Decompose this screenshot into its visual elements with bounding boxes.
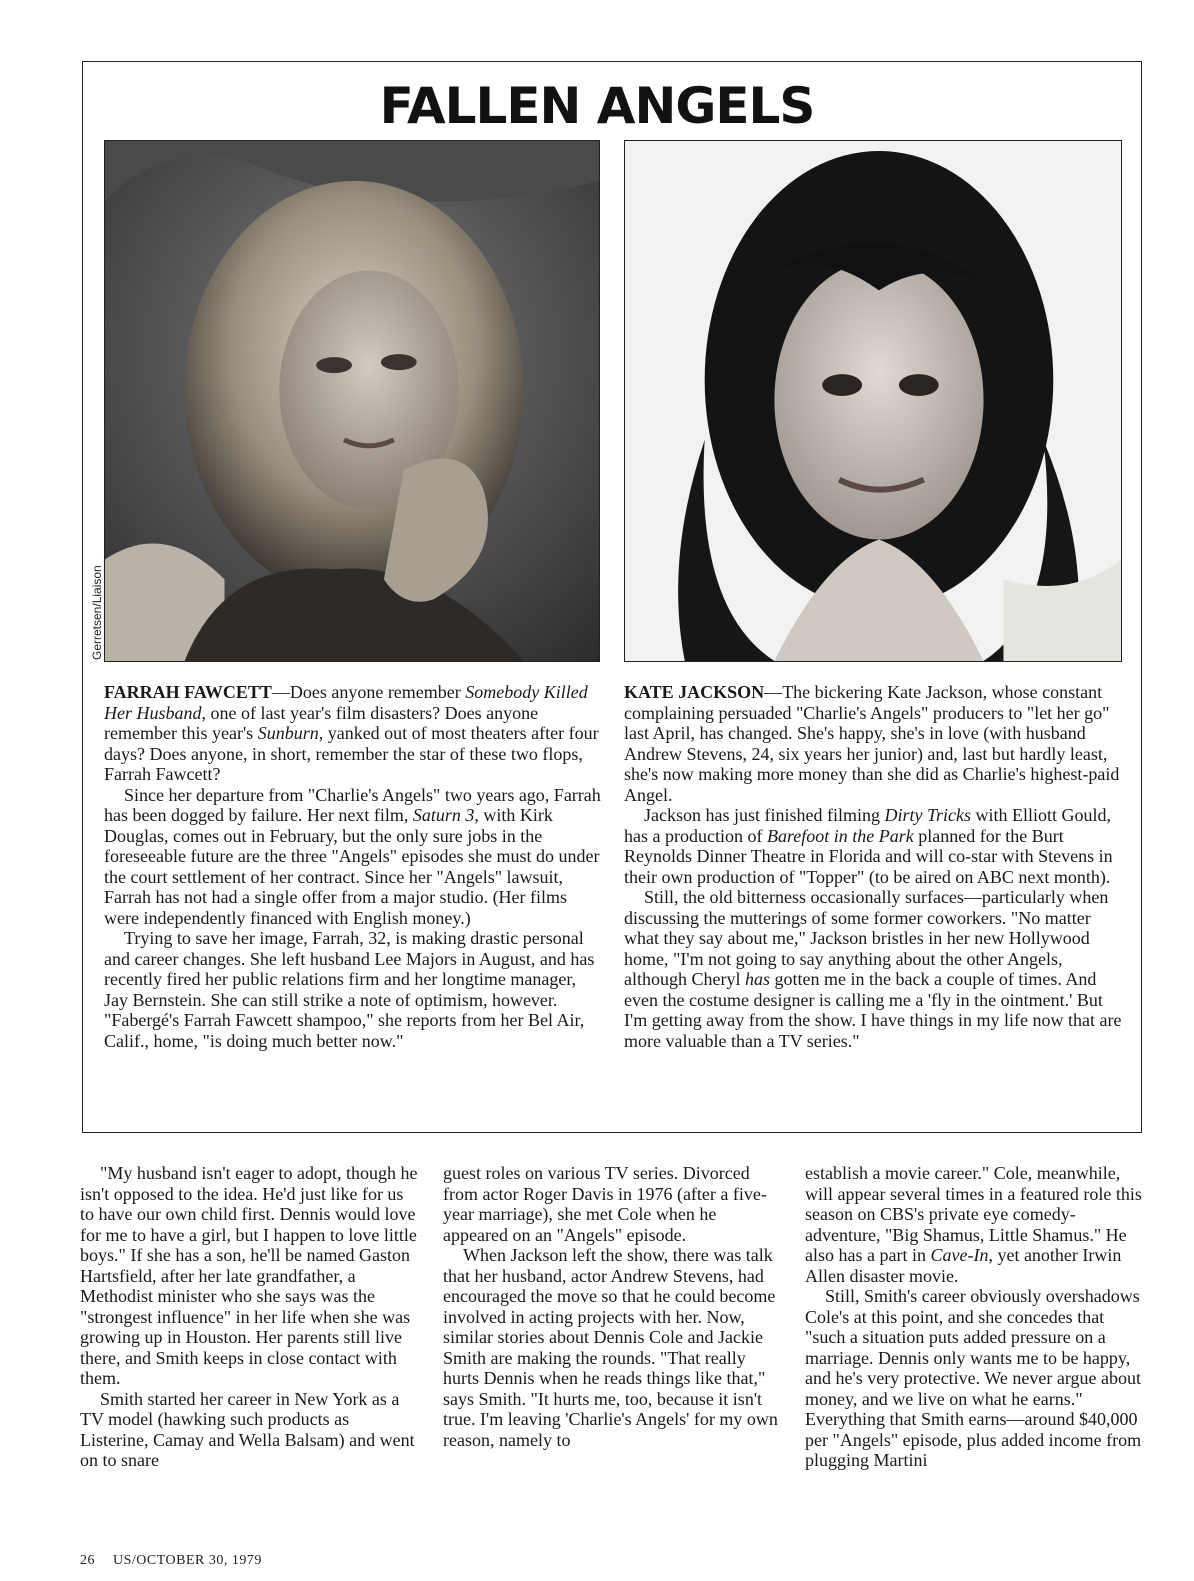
text-run: —Does anyone remember bbox=[271, 682, 466, 702]
photo-credit: Gerretsen/Liaison bbox=[90, 565, 104, 660]
article-column-3 bbox=[805, 1163, 1145, 1471]
film-title: Cave-In bbox=[930, 1245, 989, 1265]
headline: FALLEN ANGELS bbox=[379, 77, 815, 135]
text-run: —The bickering Kate Jackson, whose constant complaining persuaded "Charlie's Angels" producers to "let her go" last April, has changed. She's happy, she's in love (with husband Andrew Stevens, 24, six years her junior) and, last but hardly least, she's now making more money than she did as Charlie's highest-paid Angel. bbox=[624, 682, 1120, 805]
col1-paragraph-2: Smith started her career in New York as a TV model (hawking such products as Listerine, Camay and Wella Balsam) and went on to snare bbox=[80, 1388, 415, 1470]
text-run: planned for the Burt Reynolds Dinner Theatre in Florida and will co-star with Stevens in their own production of "Topper" (to be aired on ABC next month). bbox=[624, 825, 1113, 887]
emphasis: has bbox=[744, 969, 770, 989]
col3-paragraph-2: Still, Smith's career obviously overshadows Cole's at this point, and she concedes that "such a situation puts added pressure on a marriage. Dennis only wants me to be happy, and he's very protective. We never argue about money, and we live on what he earns." Everything that Smith earns—around $40,000 per "Angels" episode, plus added income from plugging Martini bbox=[805, 1286, 1142, 1470]
text-run: with Elliott Gould, has a production of bbox=[624, 805, 1112, 846]
farrah-paragraph-2 bbox=[104, 785, 602, 929]
kate-paragraph-3 bbox=[624, 887, 1124, 1051]
farrah-lead: FARRAH FAWCETT bbox=[104, 682, 272, 702]
film-title: Saturn 3 bbox=[412, 805, 475, 825]
kate-jackson-photo bbox=[624, 140, 1122, 662]
page-footer bbox=[80, 1553, 280, 1569]
col2-paragraph-2: When Jackson left the show, there was talk that her husband, actor Andrew Stevens, had encouraged the move so that he could become involved in acting projects with her. Now, similar stories about Dennis Cole and Jackie Smith are making the rounds. "That really hurts Dennis when he reads things like that," says Smith. "It hurts me, too, because it isn't true. I'm leaving 'Charlie's Angels' for my own reason, namely to bbox=[443, 1245, 778, 1450]
text-run: Still, the old bitterness occasionally surfaces—particularly when discussing the mutterings of some former coworkers. "No matter what they say about me," Jackson bristles in her new Hollywood home, "I'm not going to say anything about the other Angels, although Cheryl bbox=[624, 887, 1109, 989]
farrah-paragraph-3: Trying to save her image, Farrah, 32, is making drastic personal and career changes. She left husband Lee Majors in August, and has recently fired her public relations firm and her longtime manager, Jay Bernstein. She can still strike a note of optimism, however. "Fabergé's Farrah Fawcett shampoo," she reports from her Bel Air, Calif., home, "is doing much better now." bbox=[104, 928, 595, 1051]
farrah-fawcett-column bbox=[104, 682, 602, 1051]
article-column-1 bbox=[80, 1163, 420, 1471]
film-title: Dirty Tricks bbox=[884, 805, 971, 825]
text-run: establish a movie career." Cole, meanwhile, will appear several times in a featured role this season on CBS's private eye comedy-adventure, "Big Shamus, Little Shamus." He also has a part in bbox=[805, 1163, 1142, 1265]
kate-lead: KATE JACKSON bbox=[624, 682, 765, 702]
text-run: , yanked out of most theaters after four days? Does anyone, in short, remember the star of these two flops, Farrah Fawcett? bbox=[104, 723, 599, 784]
kate-paragraph-2 bbox=[624, 805, 1124, 887]
text-run: , with Kirk Douglas, comes out in February, but the only sure jobs in the foreseeable future are the three "Angels" episodes she must do under the court settlement of her contract. Since her "Angels" lawsuit, Farrah has not had a single offer from a major studio. (Her films were independently financed with English money.) bbox=[104, 805, 600, 928]
issue-date: US/OCTOBER 30, 1979 bbox=[113, 1553, 262, 1568]
film-title: Somebody Killed Her Husband bbox=[104, 682, 588, 723]
col2-paragraph-1: guest roles on various TV series. Divorced from actor Roger Davis in 1976 (after a five-year marriage), she met Cole when he appeared on an "Angels" episode. bbox=[443, 1163, 767, 1245]
page-number: 26 bbox=[80, 1553, 95, 1568]
article-column-2 bbox=[443, 1163, 783, 1450]
text-run: Since her departure from "Charlie's Angels" two years ago, Farrah has been dogged by failure. Her next film, bbox=[104, 784, 601, 825]
farrah-paragraph-1 bbox=[104, 682, 602, 785]
kate-paragraph-1 bbox=[624, 682, 1124, 805]
col3-paragraph-1 bbox=[805, 1163, 1145, 1286]
farrah-fawcett-photo bbox=[104, 140, 600, 662]
text-run: , one of last year's film disasters? Does anyone remember this year's bbox=[104, 702, 539, 743]
kate-jackson-column bbox=[624, 682, 1124, 1051]
col1-paragraph-1: "My husband isn't eager to adopt, though he isn't opposed to the idea. He'd just like for us to have our own child first. Dennis would love for me to have a girl, but I happen to love little boys." If she has a son, he'll be named Gaston Hartsfield, after her late grandfather, a Methodist minister who she says was the "strongest influence" in her life when she was growing up in Houston. Her parents still live there, and Smith keeps in close contact with them. bbox=[80, 1163, 418, 1388]
film-title: Barefoot in the Park bbox=[766, 825, 914, 846]
film-title: Sunburn bbox=[257, 723, 319, 743]
text-run: Jackson has just finished filming bbox=[644, 805, 885, 825]
text-run: gotten me in the back a couple of times. And even the costume designer is calling me a 'fly in the ointment.' But I'm getting away from the show. I have things in my life now that are more valuable than a TV series." bbox=[624, 969, 1122, 1051]
text-run: , yet another Irwin Allen disaster movie. bbox=[805, 1245, 1122, 1286]
